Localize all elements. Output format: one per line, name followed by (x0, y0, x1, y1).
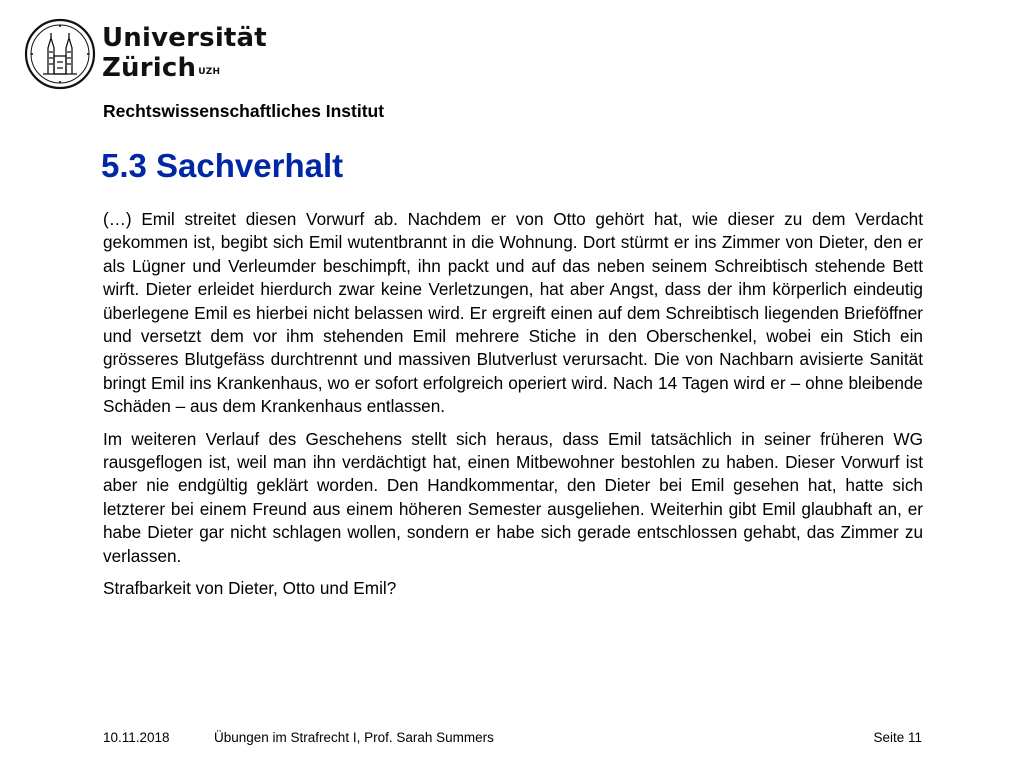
university-name-line1: Universität (102, 23, 267, 53)
footer-date: 10.11.2018 (103, 730, 170, 745)
slide-body (103, 208, 923, 610)
slide-title: 5.3 Sachverhalt (101, 147, 344, 184)
university-city: Zürich (102, 53, 197, 83)
footer-page-number: Seite 11 (873, 730, 922, 745)
paragraph-2: Im weiteren Verlauf des Geschehens stellt sich heraus, dass Emil tatsächlich in seiner früheren WG rausgeflogen ist, weil man ihn verdächtigt hat, einen Mitbewohner bestohlen zu haben. Dieser Vorwurf ist aber nie endgültig geklärt worden. Den Handkommentar, den Dieter bei Emil gesehen hat, hatte sich letzterer bei einem Freund aus einem höheren Semester ausgeliehen. Weiterhin gibt Emil glaubhaft an, er habe Dieter gar nicht schlagen wollen, sondern er habe sich gerade entschlossen gehabt, das Zimmer zu verlassen. (103, 428, 923, 566)
university-logo (24, 18, 267, 98)
footer-course: Übungen im Strafrecht I, Prof. Sarah Summers (214, 730, 494, 745)
university-name-line2 (102, 53, 267, 83)
university-seal-icon (24, 18, 96, 90)
university-abbreviation: UZH (198, 67, 221, 77)
university-name (102, 23, 267, 83)
paragraph-1: (…) Emil streitet diesen Vorwurf ab. Nachdem er von Otto gehört hat, wie dieser zu dem Verdacht gekommen ist, begibt sich Emil wutentbrannt in die Wohnung. Dort stürmt er ins Zimmer von Dieter, den er als Lügner und Verleumder beschimpft, ihn packt und auf das neben seinem Schreibtisch stehende Bett wirft. Dieter erleidet hierdurch zwar keine Verletzungen, hat aber Angst, dass der ihm körperlich eindeutig überlegene Emil es hierbei nicht belassen wird. Er ergreift einen auf dem Schreibtisch liegenden Brieföffner und versetzt dem vor ihm stehenden Emil mehrere Stiche in den Oberschenkel, wobei ein Stich ein grösseres Blutgefäss durchtrennt und massiven Blutverlust verursacht. Die von Nachbarn avisierte Sanität bringt Emil ins Krankenhaus, wo er sofort erfolgreich operiert wird. Nach 14 Tagen wird er – ohne bleibende Schäden – aus dem Krankenhaus entlassen. (103, 209, 923, 417)
paragraph-question: Strafbarkeit von Dieter, Otto und Emil? (103, 578, 397, 599)
institute-name: Rechtswissenschaftliches Institut (103, 101, 385, 121)
